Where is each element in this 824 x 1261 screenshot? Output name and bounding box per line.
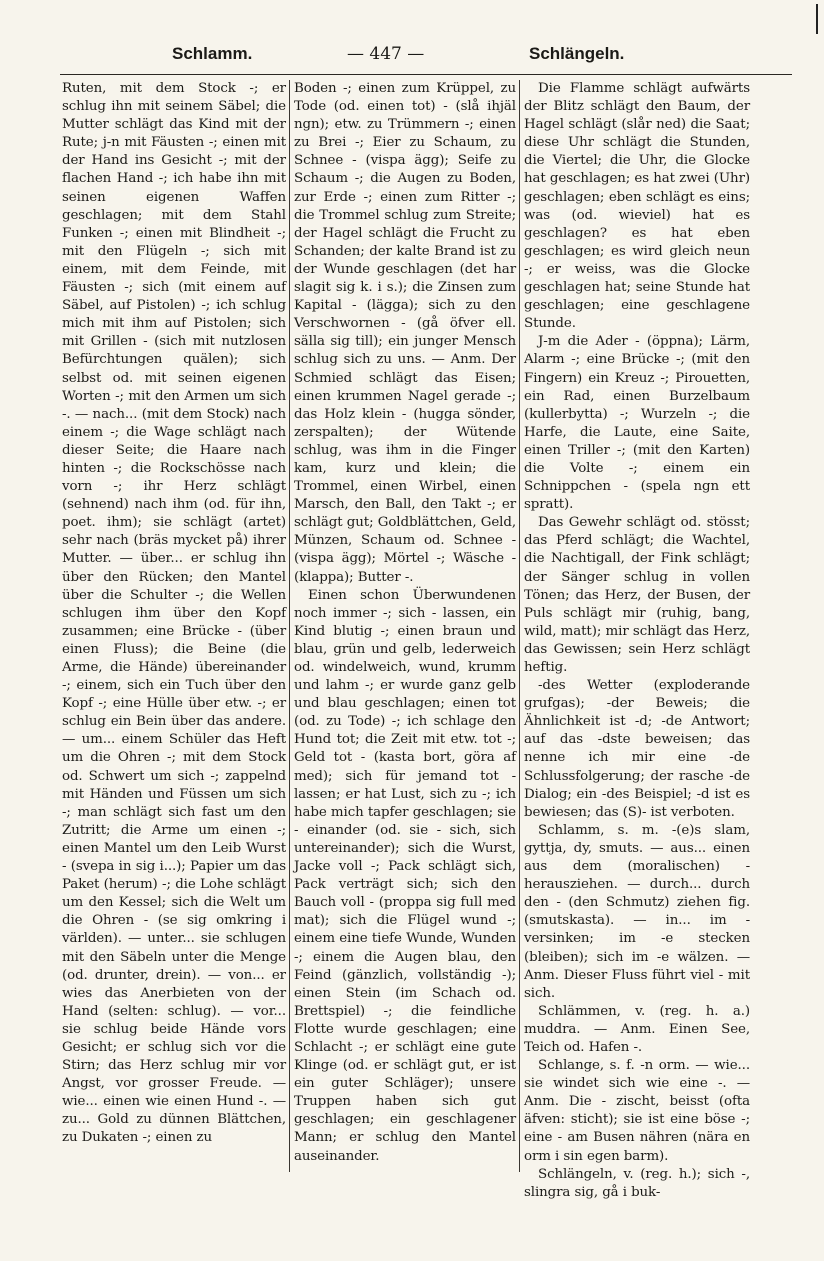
paragraph: J-m die Ader - (öppna); Lärm, Alarm -; eine Brücke -; (mit den Fingern) ein Kreuz -; Pirouetten, ein Rad, einen Burzelbaum (kullerbytta) -; Wurzeln -; die Harfe, die Laute, eine Saite, einen Triller -; (mit den Karten) die Volte -; einem ein Schnippchen - (spela ngn ett spratt). <box>524 334 750 513</box>
page-header <box>60 40 798 70</box>
column-divider <box>289 80 290 1172</box>
header-first-entry: Schlamm. <box>172 44 253 63</box>
column-divider <box>519 80 520 1172</box>
page-number: — 447 — <box>347 44 425 64</box>
paragraph: Das Gewehr schlägt od. stösst; das Pferd schlägt; die Wachtel, die Nachtigall, der Fink schlägt; der Sänger schlug in vollen Tönen; das Herz, der Busen, der Puls schlägt mir (ruhig, bang, wild, matt); mir schlägt das Herz, das Gewissen; sein Herz schlägt heftig. <box>524 515 750 675</box>
entry-schlange: Schlange, s. f. -n orm. — wie... sie windet sich wie eine -. — Anm. Die - zischt, beisst (ofta äfven: sticht); sie ist eine böse -; eine - am Busen nähren (nära en orm i sin egen barm). <box>524 1058 750 1164</box>
scan-mark <box>816 4 818 34</box>
header-rule <box>60 74 792 75</box>
paragraph: -des Wetter (exploderande grufgas); -der Beweis; die Ähnlichkeit ist -d; -de Antwort; auf das -dste beweisen; das nenne ich mir eine -de Schlussfolgerung; der rasche -de Dialog; ein -des Beispiel; -d ist es bewiesen; das (S)- ist verboten. <box>524 678 750 820</box>
paragraph: Ruten, mit dem Stock -; er schlug ihn mit seinem Säbel; die Mutter schlägt das Kind mit der Rute; j-n mit Fäusten -; einen mit der Hand ins Gesicht -; mit der flachen Hand -; ich habe ihn mit seinen eigenen Waffen geschlagen; mit dem Stahl Funken -; einen mit Blindheit -; mit den Flügeln -; sich mit einem, mit dem Feinde, mit Fäusten -; sich (mit einem auf Säbel, auf Pistolen) -; ich schlug mich mit ihm auf Pistolen; sich mit Grillen - (sich mit nutzlosen Befürchtungen quälen); sich selbst od. mit seinen eigenen Worten -; mit den Armen um sich -. — nach... (mit dem Stock) nach einem -; die Wage schlägt nach dieser Seite; die Haare nach hinten -; die Rockschösse nach vorn -; ihr Herz schlägt (sehnend) nach ihm (od. für ihn, poet. ihm); sie schlägt (artet) sehr nach (bräs mycket på) ihrer Mutter. — über... er schlug ihn über den Rücken; den Mantel über die Schulter -; die Wellen schlugen ihm über den Kopf zusammen; eine Brücke - (über einen Fluss); die Beine (die Arme, die Hände) übereinander -; einem, sich ein Tuch über den Kopf -; eine Hülle über etw. -; er schlug ein Bein über das andere. — um... einem Schüler das Heft um die Ohren -; mit dem Stock od. Schwert um sich -; zappelnd mit Händen und Füssen um sich -; man schlägt sich fast um den Zutritt; die Arme um einen -; einen Mantel um den Leib Wurst - (svepa in sig i...); Papier um das Paket (herum) -; die Lohe schlägt um den Kessel; sich die Welt um die Ohren - (se sig omkring i världen). — unter... sie schlugen mit den Säbeln unter die Menge (od. drunter, drein). — von... er wies das Anerbieten von der Hand (selten: schlug). — vor... sie schlug beide Hände vors Gesicht; er schlug sich vor die Stirn; das Herz schlug mir vor Angst, vor grosser Freude. — wie... einen wie einen Hund -. — zu... Gold zu dünnen Blättchen, zu Dukaten -; einen zu <box>62 81 286 1146</box>
entry-schlaemmen: Schlämmen, v. (reg. h. a.) muddra. — Anm. Einen See, Teich od. Hafen -. <box>524 1003 750 1055</box>
paragraph: Die Flamme schlägt aufwärts der Blitz schlägt den Baum, der Hagel schlägt (slår ned) die Saat; diese Uhr schlägt die Stunden, die Viertel; die Uhr, die Glocke hat geschlagen; es hat zwei (Uhr) geschlagen; eben schlägt es eins; was (od. wieviel) hat es geschlagen? es hat eben geschlagen; es wird gleich neun -; er weiss, was die Glocke geschlagen hat; seine Stunde hat geschlagen; eine geschlagene Stunde. <box>524 81 750 332</box>
column-3 <box>524 80 750 1202</box>
column-2 <box>294 80 516 1166</box>
paragraph: Boden -; einen zum Krüppel, zu Tode (od. einen tot) - (slå ihjäl ngn); etw. zu Trümmern -; einen zu Brei -; Eier zu Schaum, zu Schnee - (vispa ägg); Seife zu Schaum -; die Augen zu Boden, zur Erde -; einen zum Ritter -; die Trommel schlug zum Streite; der Hagel schlägt die Frucht zu Schanden; der kalte Brand ist zu der Wunde geschlagen (det har slagit sig k. i s.); die Zinsen zum Kapital - (lägga); sich zu den Verschwornen - (gå öfver ell. sälla sig till); ein junger Mensch schlug sich zu uns. — Anm. Der Schmied schlägt das Eisen; einen krummen Nagel gerade -; das Holz klein - (hugga sönder, zerspalten); der Wütende schlug, was ihm in die Finger kam, kurz und klein; die Trommel, einen Wirbel, einen Marsch, den Ball, den Takt -; er schlägt gut; Goldblättchen, Geld, Münzen, Schaum od. Schnee - (vispa ägg); Mörtel -; Wäsche - (klappa); Butter -. <box>294 81 516 585</box>
paragraph: Einen schon Überwundenen noch immer -; sich - lassen, ein Kind blutig -; einen braun und blau, grün und gelb, lederweich od. windelweich, wund, krumm und lahm -; er wurde ganz gelb und blau geschlagen; einen tot (od. zu Tode) -; ich schlage den Hund tot; die Zeit mit etw. tot -; Geld tot - (kasta bort, göra af med); sich für jemand tot - lassen; er hat Lust, sich zu -; ich habe mich tapfer geschlagen; sie - einander (od. sie - sich, sich untereinander); sich die Wurst, Jacke voll -; Pack schlägt sich, Pack verträgt sich; sich den Bauch voll - (proppa sig full med mat); sich die Flügel wund -; einem eine tiefe Wunde, Wunden -; einem die Augen blau, den Feind (gänzlich, vollständig -); einen Stein (im Schach od. Brettspiel) -; die feindliche Flotte wurde geschlagen; eine Schlacht -; er schlägt eine gute Klinge (od. er schlägt gut, er ist ein guter Schläger); unsere Truppen haben sich gut geschlagen; ein geschlagener Mann; er schlug den Mantel auseinander. <box>294 587 516 1164</box>
column-1 <box>62 80 286 1148</box>
header-last-entry: Schlängeln. <box>529 44 625 63</box>
entry-schlaengeln: Schlängeln, v. (reg. h.); sich -, slingra sig, gå i buk- <box>524 1166 750 1200</box>
entry-schlamm: Schlamm, s. m. -(e)s slam, gyttja, dy, smuts. — aus... einen aus dem (moralischen) - herausziehen. — durch... durch den - (den Schmutz) ziehen fig. (smutskasta). — in... im - versinken; im -e stecken (bleiben); sich im -e wälzen. — Anm. Dieser Fluss führt viel - mit sich. <box>524 822 750 1001</box>
